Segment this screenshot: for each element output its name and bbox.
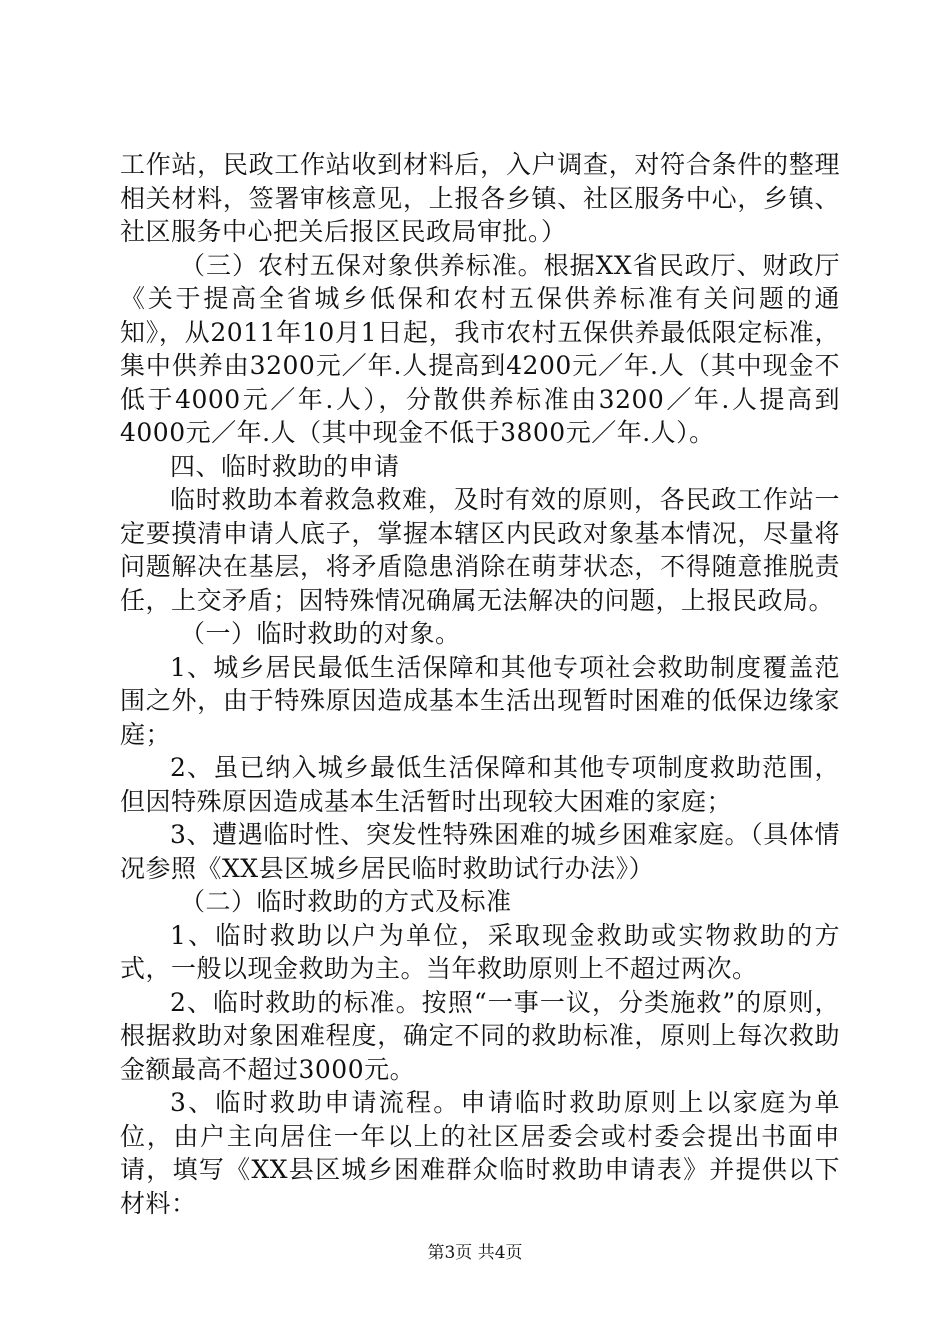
paragraph-temporary-aid-principle: 临时救助本着救急救难，及时有效的原则，各民政工作站一定要摸清申请人底子，掌握本辖区内民政对象基本情况，尽量将问题解决在基层，将矛盾隐患消除在萌芽状态，不得随意推脱责任，上交矛盾；因特殊情况确属无法解决的问题，上报民政局。 xyxy=(120,485,840,615)
list-item-method-1: 1、临时救助以户为单位，采取现金救助或实物救助的方式，一般以现金救助为主。当年救助原则上不超过两次。 xyxy=(120,920,840,983)
subheading-aid-methods: （二）临时救助的方式及标准 xyxy=(180,887,512,916)
page-footer: 第3页 共4页 xyxy=(427,1243,523,1263)
subheading-aid-targets: （一）临时救助的对象。 xyxy=(180,619,461,648)
document-body xyxy=(120,148,840,1220)
paragraph-continuation: 工作站，民政工作站收到材料后，入户调查，对符合条件的整理相关材料，签署审核意见，上报各乡镇、社区服务中心，乡镇、社区服务中心把关后报区民政局审批。） xyxy=(120,150,840,246)
list-item-method-3: 3、临时救助申请流程。申请临时救助原则上以家庭为单位，由户主向居住一年以上的社区居委会或村委会提出书面申请，填写《XX县区城乡困难群众临时救助申请表》并提供以下材料： xyxy=(120,1088,840,1218)
list-item-method-2: 2、临时救助的标准。按照“一事一议，分类施救”的原则，根据救助对象困难程度，确定不同的救助标准，原则上每次救助金额最高不超过3000元。 xyxy=(120,987,840,1084)
list-item-target-1: 1、城乡居民最低生活保障和其他专项社会救助制度覆盖范围之外，由于特殊原因造成基本生活出现暂时困难的低保边缘家庭； xyxy=(120,652,840,749)
paragraph-wubao-standard: （三）农村五保对象供养标准。根据XX省民政厅、财政厅《关于提高全省城乡低保和农村五保供养标准有关问题的通知》，从2011年10月1日起，我市农村五保供养最低限定标准，集中供养由3200元／年.人提高到4200元／年.人（其中现金不低于4000元／年.人），分散供养标准由3200／年.人提高到4000元／年.人（其中现金不低于3800元／年.人）。 xyxy=(120,250,840,447)
section-heading-temporary-aid: 四、临时救助的申请 xyxy=(170,451,400,481)
list-item-target-2: 2、虽已纳入城乡最低生活保障和其他专项制度救助范围，但因特殊原因造成基本生活暂时出现较大困难的家庭； xyxy=(120,753,840,816)
list-item-target-3: 3、遭遇临时性、突发性特殊困难的城乡困难家庭。（具体情况参照《XX县区城乡居民临时救助试行办法》） xyxy=(120,820,840,883)
